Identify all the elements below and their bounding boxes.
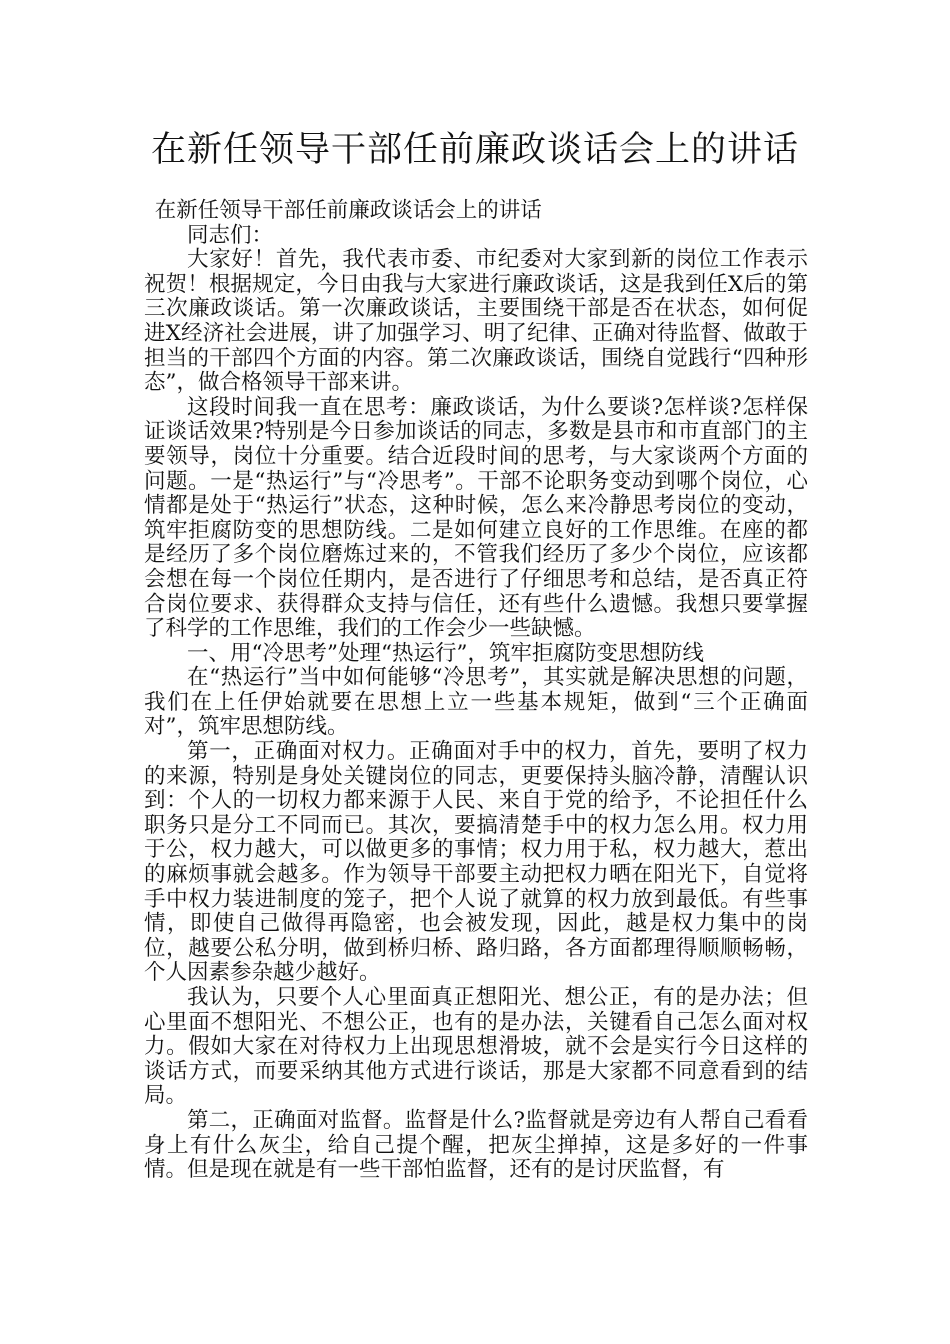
paragraph: 在“热运行”当中如何能够“冷思考”，其实就是解决思想的问题，我们在上任伊始就要在思想上立一些基本规矩，做到“三个正确面对”，筑牢思想防线。 [144, 665, 808, 740]
paragraph: 第一，正确面对权力。正确面对手中的权力，首先，要明了权力的来源，特别是身处关键岗位的同志，更要保持头脑冷静，清醒认识到：个人的一切权力都来源于人民、来自于党的给予，不论担任什么职务只是分工不同而已。其次，要搞清楚手中的权力怎么用。权力用于公，权力越大，可以做更多的事情；权力用于私，权力越大，惹出的麻烦事就会越多。作为领导干部要主动把权力晒在阳光下，自觉将手中权力装进制度的笼子，把个人说了就算的权力放到最低。有些事情，即使自己做得再隐密，也会被发现，因此，越是权力集中的岗位，越要公私分明，做到桥归桥、路归路，各方面都理得顺顺畅畅，个人因素参杂越少越好。 [144, 739, 808, 986]
document-body [144, 199, 808, 1183]
document-subtitle: 在新任领导干部任前廉政谈话会上的讲话 [154, 198, 542, 223]
paragraph: 我认为，只要个人心里面真正想阳光、想公正，有的是办法；但心里面不想阳光、不想公正，也有的是办法，关键看自己怎么面对权力。假如大家在对待权力上出现思想滑坡，就不会是实行今日这样的谈话方式，而要采纳其他方式进行谈话，那是大家都不同意看到的结局。 [144, 985, 808, 1109]
document-title: 在新任领导干部任前廉政谈话会上的讲话 [150, 130, 799, 170]
paragraph: 这段时间我一直在思考：廉政谈话，为什么要谈?怎样谈?怎样保证谈话效果?特别是今日参加谈话的同志，多数是县市和市直部门的主要领导，岗位十分重要。结合近段时间的思考，与大家谈两个方面的问题。一是“热运行”与“冷思考”。干部不论职务变动到哪个岗位，心情都是处于“热运行”状态，这种时候，怎么来冷静思考岗位的变动，筑牢拒腐防变的思想防线。二是如何建立良好的工作思维。在座的都是经历了多个岗位磨炼过来的，不管我们经历了多少个岗位，应该都会想在每一个岗位任期内，是否进行了仔细思考和总结，是否真正符合岗位要求、获得群众支持与信任，还有些什么遗憾。我想只要掌握了科学的工作思维，我们的工作会少一些缺憾。 [144, 394, 808, 642]
salutation: 同志们： [187, 222, 274, 248]
section-heading: 一、用“冷思考”处理“热运行”，筑牢拒腐防变思想防线 [187, 640, 704, 666]
paragraph: 第二，正确面对监督。监督是什么?监督就是旁边有人帮自己看看身上有什么灰尘，给自己提个醒，把灰尘掸掉，这是多好的一件事情。但是现在就是有一些干部怕监督，还有的是讨厌监督，有 [144, 1107, 808, 1183]
paragraph: 大家好！首先，我代表市委、市纪委对大家到新的岗位工作表示祝贺！根据规定，今日由我与大家进行廉政谈话，这是我到任X后的第三次廉政谈话。第一次廉政谈话，主要围绕干部是否在状态，如何促进X经济社会进展，讲了加强学习、明了纪律、正确对待监督、做敢于担当的干部四个方面的内容。第二次廉政谈话，围绕自觉践行“四种形态”，做合格领导干部来讲。 [144, 247, 808, 396]
